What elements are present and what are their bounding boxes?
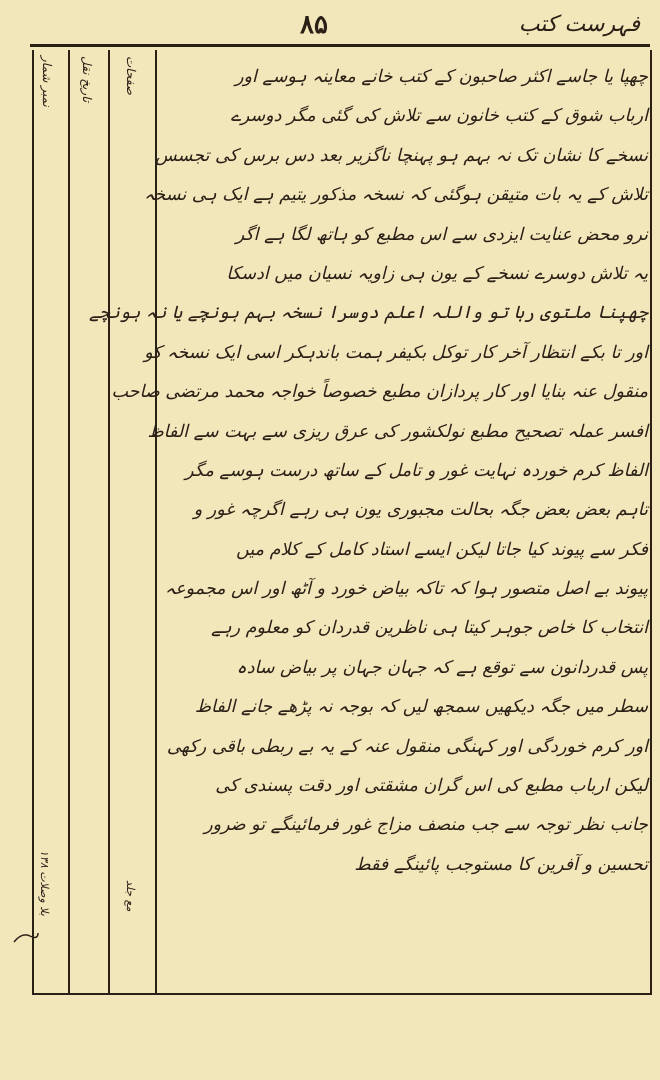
text-line: جانب نظر توجہ سے جب منصف مزاج غور فرمائینگے تو ضرور bbox=[204, 815, 648, 836]
text-line: تلاش کے یہ بات متیقن ہوگئی کہ نسخہ مذکور یتیم ہے ایک ہی نسخہ bbox=[144, 185, 648, 206]
text-line: منقول عنہ بنایا اور کار پردازان مطبع خصوصاً خواجہ محمد مرتضی صاحب bbox=[111, 382, 648, 403]
text-line: ارباب شوق کے کتب خانون سے تلاش کی گئی مگر دوسرے bbox=[230, 106, 648, 127]
header-title: فہرست کتب bbox=[518, 12, 640, 37]
text-line: نرو محض عنایت ایزدی سے اس مطبع کو ہاتھ لگا ہے اگر bbox=[235, 224, 648, 245]
text-line: تحسین و آفرین کا مستوجب پائینگے فقط bbox=[354, 854, 648, 875]
text-line: الفاظ کرم خوردہ نہایت غور و تامل کے ساتھ درست ہوسے مگر bbox=[185, 460, 648, 481]
page-header bbox=[30, 8, 650, 44]
page-number: ۸۵ bbox=[300, 10, 328, 40]
header-rule bbox=[30, 44, 650, 47]
text-line: چھپا یا جاسے اکثر صاحبون کے کتب خانے معاینہ ہوسے اور bbox=[235, 67, 648, 87]
text-line: لیکن ارباب مطبع کی اس گران مشقتی اور دقت پسندی کی bbox=[215, 776, 648, 797]
side-note-pages: بلا وصلات ۱۳۸ bbox=[38, 850, 51, 916]
text-line: پیوند بے اصل متصور ہوا کہ تاکہ بیاض خورد و آٹھ اور اس مجموعہ bbox=[164, 579, 648, 600]
text-line: چھپنا ملتوی رہا تو واللہ اعلم دوسرا نسخہ بہم ہونچے یا نہ ہونچے bbox=[89, 303, 648, 324]
end-flourish-icon bbox=[12, 930, 40, 944]
text-line: نسخے کا نشان تک نہ بہم ہو پہنچا ناگزیر بعد دس برس کی تجسس bbox=[155, 145, 648, 166]
column-divider bbox=[68, 50, 70, 995]
side-note-binding: مع جلد bbox=[124, 880, 137, 912]
text-line: انتخاب کا خاص جوہر کیتا ہی ناظرین قدردان کو معلوم رہے bbox=[211, 618, 648, 639]
text-line: تاہم بعض بعض جگہ بحالت مجبوری یون ہی رہے اگرچہ غور و bbox=[193, 500, 648, 521]
text-line: اور تا بکے انتظار آخر کار توکل بکیفر ہمت باندہکر اسی ایک نسخہ کو bbox=[144, 342, 648, 363]
text-line: افسر عملہ تصحیح مطبع نولکشور کی عرق ریزی سے بہت سے الفاظ bbox=[147, 421, 648, 442]
text-line: اور کرم خوردگی اور کہنگی منقول عنہ کے یہ بے ربطی باقی رکھی bbox=[166, 736, 648, 757]
text-line: فکر سے پیوند کیا جاتا لیکن ایسے استاد کامل کے کلام میں bbox=[236, 539, 648, 560]
column-header-3: صفحات bbox=[124, 56, 138, 95]
text-line: پس قدردانون سے توقع ہے کہ جہان جہان پر بیاض سادہ bbox=[236, 657, 648, 678]
column-divider bbox=[108, 50, 110, 995]
column-header-2: تاریخ نقل bbox=[80, 56, 94, 103]
text-line: یہ تلاش دوسرے نسخے کے یون ہی زاویہ نسیان میں ادسکا bbox=[226, 263, 648, 284]
text-line: سطر میں جگہ دیکھیں سمجھ لیں کہ بوجہ نہ پڑھے جانے الفاظ bbox=[194, 697, 648, 718]
column-header-1: نمبر شمار bbox=[40, 56, 54, 107]
